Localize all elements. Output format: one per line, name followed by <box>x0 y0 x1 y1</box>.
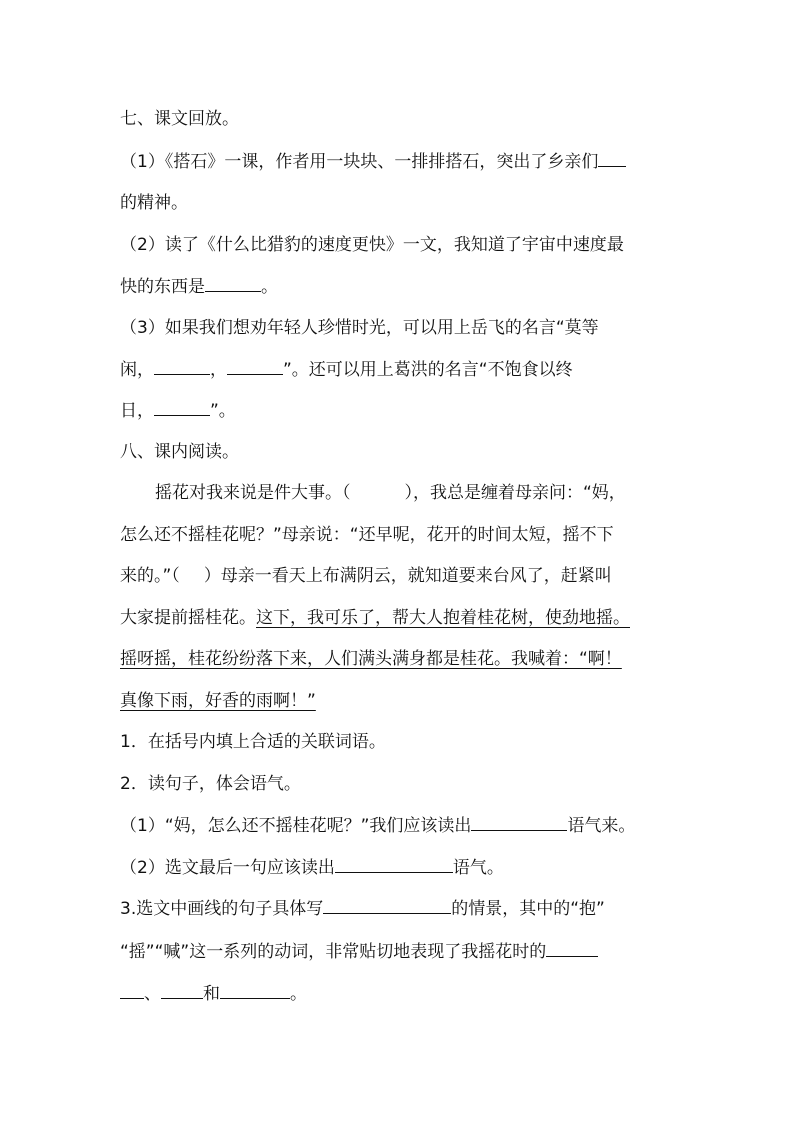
passage-line6: 真像下雨，好香的雨啊！” <box>120 691 316 711</box>
passage-line5: 摇呀摇，桂花纷纷落下来，人们满头满身都是桂花。我喊着：“啊！ <box>120 649 622 669</box>
answer-blank[interactable] <box>205 275 261 292</box>
section8-title: 八、课内阅读。 <box>120 442 239 462</box>
question-text: “摇”“喊”这一系列的动词，非常贴切地表现了我摇花时的 <box>120 942 547 962</box>
question-7-1-line2: 的精神。 <box>120 193 188 213</box>
question-7-1-line1 <box>120 150 626 173</box>
question-text: 快的东西是 <box>120 277 205 297</box>
passage-line4 <box>120 607 630 629</box>
question-text: ”。还可以用上葛洪的名言“不饱食以终 <box>283 360 573 380</box>
question-8-3-line1 <box>120 897 605 920</box>
question-8-2: 2．读句子，体会语气。 <box>120 774 301 794</box>
answer-blank[interactable] <box>546 940 598 957</box>
answer-blank[interactable] <box>323 897 451 914</box>
question-text: 、 <box>144 984 161 1004</box>
passage-line2: 怎么还不摇桂花呢？”母亲说：“还早呢，花开的时间太短，摇不下 <box>120 525 614 545</box>
passage-text: 摇花对我来说是件大事。（ <box>155 483 351 503</box>
answer-blank[interactable] <box>598 150 626 167</box>
underlined-sentence: 这下，我可乐了，帮大人抱着桂花树，使劲地摇。 <box>256 608 630 628</box>
passage-text: 大家提前摇桂花。 <box>120 608 256 628</box>
answer-blank[interactable] <box>120 982 144 999</box>
question-text: （1）《搭石》一课，作者用一块块、一排排搭石，突出了乡亲们 <box>120 152 599 172</box>
question-text: （1）“妈，怎么还不摇桂花呢？”我们应该读出 <box>120 816 472 836</box>
answer-blank[interactable] <box>154 399 210 416</box>
question-8-3-line3 <box>120 982 307 1005</box>
answer-blank[interactable] <box>154 358 210 375</box>
question-text: 3.选文中画线的句子具体写 <box>120 899 324 919</box>
question-text: 。 <box>261 277 278 297</box>
question-text: 闲， <box>120 360 154 380</box>
question-8-3-line2 <box>120 940 598 963</box>
answer-blank[interactable] <box>161 982 203 999</box>
question-8-1: 1．在括号内填上合适的关联词语。 <box>120 732 386 752</box>
question-7-3-line2 <box>120 358 573 381</box>
question-text: 。 <box>290 984 307 1004</box>
question-7-2-line2 <box>120 275 278 298</box>
question-text: 和 <box>203 984 220 1004</box>
answer-blank[interactable] <box>471 814 567 831</box>
answer-blank[interactable] <box>227 358 283 375</box>
question-text: 语气来。 <box>567 816 636 836</box>
answer-blank[interactable] <box>220 982 290 999</box>
passage-text: ）母亲一看天上布满阴云，就知道要来台风了，赶紧叫 <box>203 566 612 586</box>
passage-line1 <box>155 482 626 504</box>
question-text: ， <box>210 360 227 380</box>
question-text: 日， <box>120 401 154 421</box>
question-7-3-line3 <box>120 399 236 422</box>
question-7-3-line1: （3）如果我们想劝年轻人珍惜时光，可以用上岳飞的名言“莫等 <box>120 318 599 338</box>
section7-title: 七、课文回放。 <box>120 109 239 129</box>
question-7-2-line1: （2）读了《什么比猎豹的速度更快》一文，我知道了宇宙中速度最 <box>120 235 624 255</box>
question-text: 语气。 <box>452 858 504 878</box>
passage-text: 来的。”（ <box>120 566 180 586</box>
question-text: ”。 <box>210 401 236 421</box>
question-8-2-1 <box>120 814 635 837</box>
question-text: （2）选文最后一句应该读出 <box>120 858 335 878</box>
passage-text: ），我总是缠着母亲问：“妈， <box>404 483 626 503</box>
answer-blank[interactable] <box>335 856 453 873</box>
passage-line3 <box>120 565 612 587</box>
question-8-2-2 <box>120 856 504 879</box>
question-text: 的情景，其中的“抱” <box>451 899 605 919</box>
